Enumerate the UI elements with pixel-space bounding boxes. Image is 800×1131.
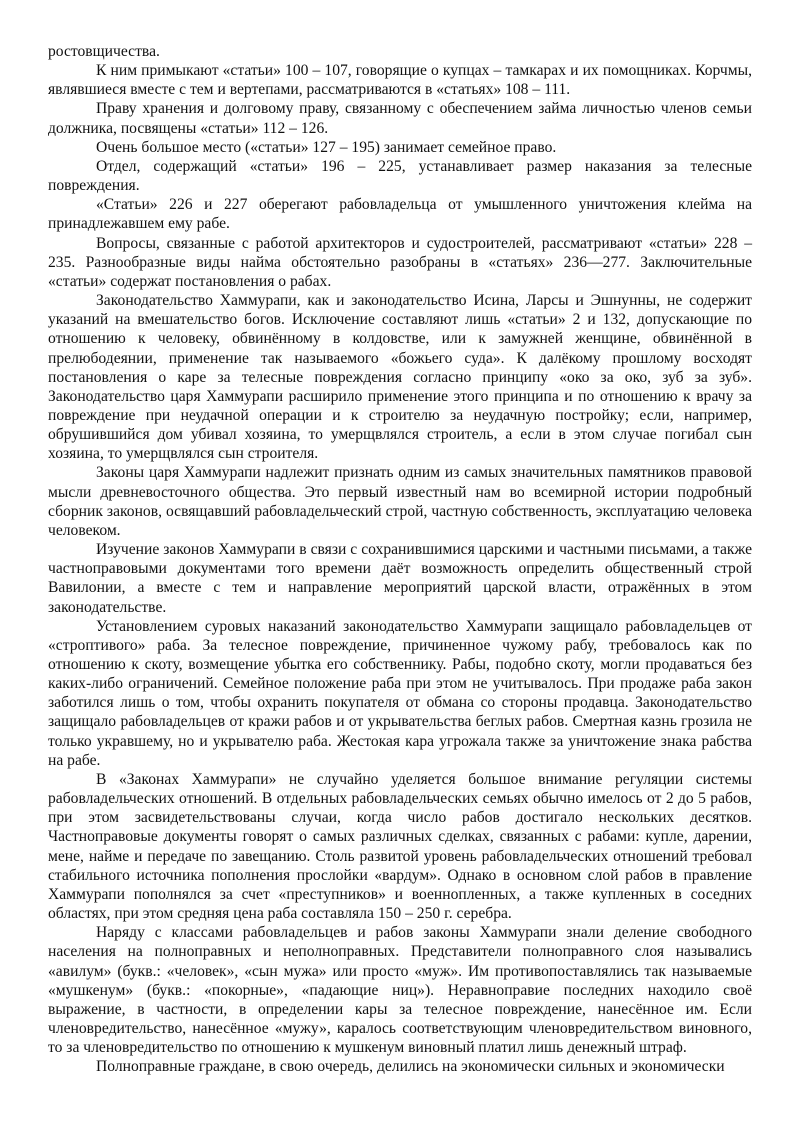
paragraph-study-of-laws: Изучение законов Хаммурапи в связи с сохранившимися царскими и частными письмами, а также частноправовыми документами того времени даёт возможность определить общественный строй Вавилонии, а вместе с тем и направление мероприятий царской власти, отражённых в этом законодательстве. [48,541,752,616]
paragraph-family-law: Очень большое место («статьи» 127 – 195) занимает семейное право. [96,138,557,156]
paragraph-articles-100-111: К ним примыкают «статьи» 100 – 107, говорящие о купцах – тамкарах и их помощниках. Корчмы, являвшиеся вместе с тем и вертепами, рассматриваются в «статьях» 108 – 111. [48,62,752,99]
paragraph-full-citizens: Полноправные граждане, в свою очередь, делились на экономически сильных и экономически [96,1058,725,1076]
paragraph-free-population: Наряду с классами рабовладельцев и рабов законы Хаммурапи знали деление свободного населения на полноправных и неполноправных. Представители полноправного слоя назывались «авилум» (букв.: «человек», «сын мужа» или просто «муж». Им противопоставлялись так называемые «мушкенум» (букв.: «покорные», «падающие ниц»). Неравноправие последних находило своё выражение, в частности, в определении кары за телесное повреждение, нанесённое им. Если членовредительство, нанесённое «мужу», каралось соответствующим членовредительством виновного, то за членовредительство по отношению к мушкенум виновный платил лишь денежный штраф. [48,924,752,1057]
paragraph-articles-226-227: «Статьи» 226 и 227 оберегают рабовладельца от умышленного уничтожения клейма на принадлежавшем ему рабе. [48,196,752,233]
paragraph-continuation: ростовщичества. [48,43,160,60]
paragraph-architects-hire: Вопросы, связанные с работой архитекторов и судостроителей, рассматривают «статьи» 228 – 235. Разнообразные виды найма обстоятельно разобраны в «статьях» 236—277. Заключительные «статьи» содержат постановления о рабах. [48,234,752,290]
paragraph-gods-intervention: Законодательство Хаммурапи, как и законодательство Исина, Ларсы и Эшнунны, не содержит указаний на вмешательство богов. Исключение составляют лишь «статьи» 2 и 132, допускающие по отношению к человеку, обвинённому в колдовстве, или к замужней женщине, обвинённой в прелюбодеянии, применение так называемого «божьего суда». К далёкому прошлому восходят постановления о каре за телесные повреждения согласно принципу «око за око, зуб за зуб». Законодательство царя Хаммурапи расширило применение этого принципа и по отношению к врачу за повреждение при неудачной операции и к строителю за неудачную постройку; если, например, обрушившийся дом убивал хозяина, то умерщвлялся строитель, а если в этом случае погибал сын хозяина, то умерщвлялся сын строителя. [48,292,752,463]
paragraph-slave-punishments: Установлением суровых наказаний законодательство Хаммурапи защищало рабовладельцев от «строптивого» раба. За телесное повреждение, причиненное чужому рабу, требовалось как по отношению к скоту, возмещение убытка его собственнику. Рабы, подобно скоту, могли продаваться без каких-либо ограничений. Семейное положение раба при этом не учитывалось. При продаже раба закон заботился лишь о том, чтобы охранить покупателя от обмана со стороны продавца. Законодательство защищало рабовладельцев от кражи рабов и от укрывательства беглых рабов. Смертная казнь грозила не только укравшему, но и укрывателю раба. Жестокая кара угрожала также за уничтожение знака рабства на рабе. [48,617,752,769]
paragraph-significance: Законы царя Хаммурапи надлежит признать одним из самых значительных памятников правовой мысли древневосточного общества. Это первый известный нам во всемирной истории подробный сборник законов, освящавший рабовладельческий строй, частную собственность, эксплуатацию человека человеком. [48,464,752,539]
document-page [48,42,752,1076]
paragraph-bodily-injuries: Отдел, содержащий «статьи» 196 – 225, устанавливает размер наказания за телесные повреждения. [48,157,752,195]
paragraph-slave-relations: В «Законах Хаммурапи» не случайно уделяется большое внимание регуляции системы рабовладельческих отношений. В отдельных рабовладельческих семьях обычно имелось от 2 до 5 рабов, при этом засвидетельствованы случаи, когда число рабов достигало нескольких десятков. Частноправовые документы говорят о самых различных сделках, связанных с рабами: купле, дарении, мене, найме и передаче по завещанию. Столь развитой уровень рабовладельческих отношений требовал стабильного источника пополнения прослойки «вардум». Однако в основном слой рабов в правление Хаммурапи пополнялся за счет «преступников» и военнопленных, а также купленных в соседних областях, при этом средняя цена раба составляла 150 – 250 г. серебра. [48,770,752,923]
paragraph-articles-112-126: Праву хранения и долговому праву, связанному с обеспечением займа личностью членов семьи должника, посвящены «статьи» 112 – 126. [48,100,752,137]
